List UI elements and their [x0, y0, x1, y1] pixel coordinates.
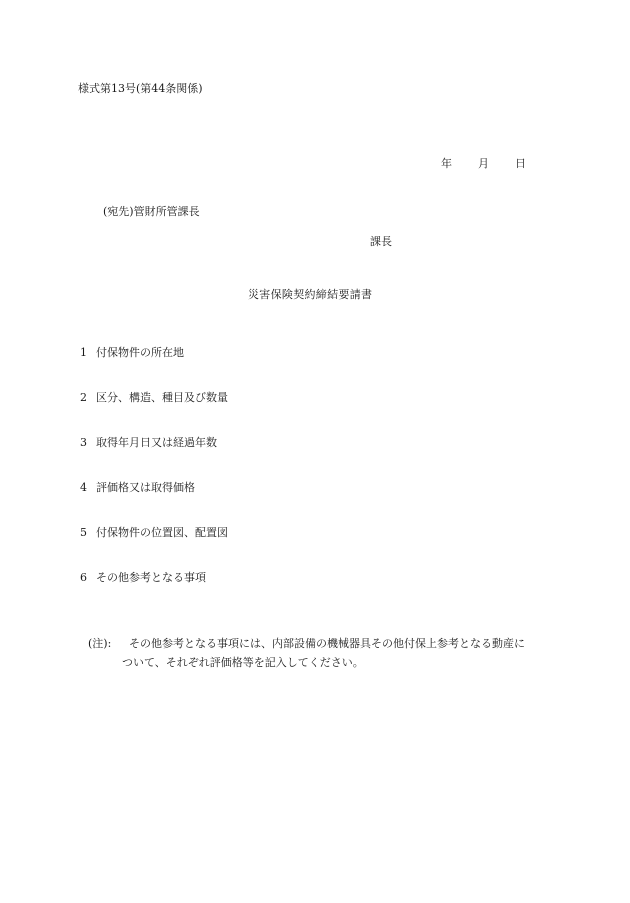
item-text: 区分、構造、種目及び数量 [96, 391, 228, 404]
list-item [80, 526, 228, 540]
sender-title: 課長 [370, 235, 392, 248]
note-label: (注): [88, 637, 112, 650]
item-number: 5 [80, 526, 87, 539]
item-text: 付保物件の位置図、配置図 [96, 526, 228, 539]
note-text-line-2: ついて、それぞれ評価格等を記入してください。 [122, 656, 364, 669]
item-number: 1 [80, 346, 87, 359]
item-text: 付保物件の所在地 [96, 346, 184, 359]
list-item [80, 391, 228, 405]
date-day-label: 日 [515, 157, 526, 170]
document-title: 災害保険契約締結要請書 [248, 288, 373, 301]
item-text: 評価格又は取得価格 [96, 481, 195, 494]
list-item [80, 346, 184, 360]
item-number: 2 [80, 391, 87, 404]
item-text: その他参考となる事項 [96, 571, 206, 584]
list-item [80, 481, 195, 495]
list-item [80, 436, 217, 450]
item-number: 3 [80, 436, 87, 449]
form-number: 様式第13号(第44条関係) [78, 82, 203, 95]
date-row [441, 157, 526, 171]
note-text-line-1: その他参考となる事項には、内部設備の機械器具その他付保上参考となる動産に [129, 637, 525, 650]
item-text: 取得年月日又は経過年数 [96, 436, 217, 449]
item-number: 6 [80, 571, 87, 584]
date-month-label: 月 [478, 157, 489, 170]
item-number: 4 [80, 481, 87, 494]
date-year-label: 年 [441, 157, 452, 170]
list-item [80, 571, 206, 585]
addressee: (宛先)管財所管課長 [103, 205, 200, 218]
